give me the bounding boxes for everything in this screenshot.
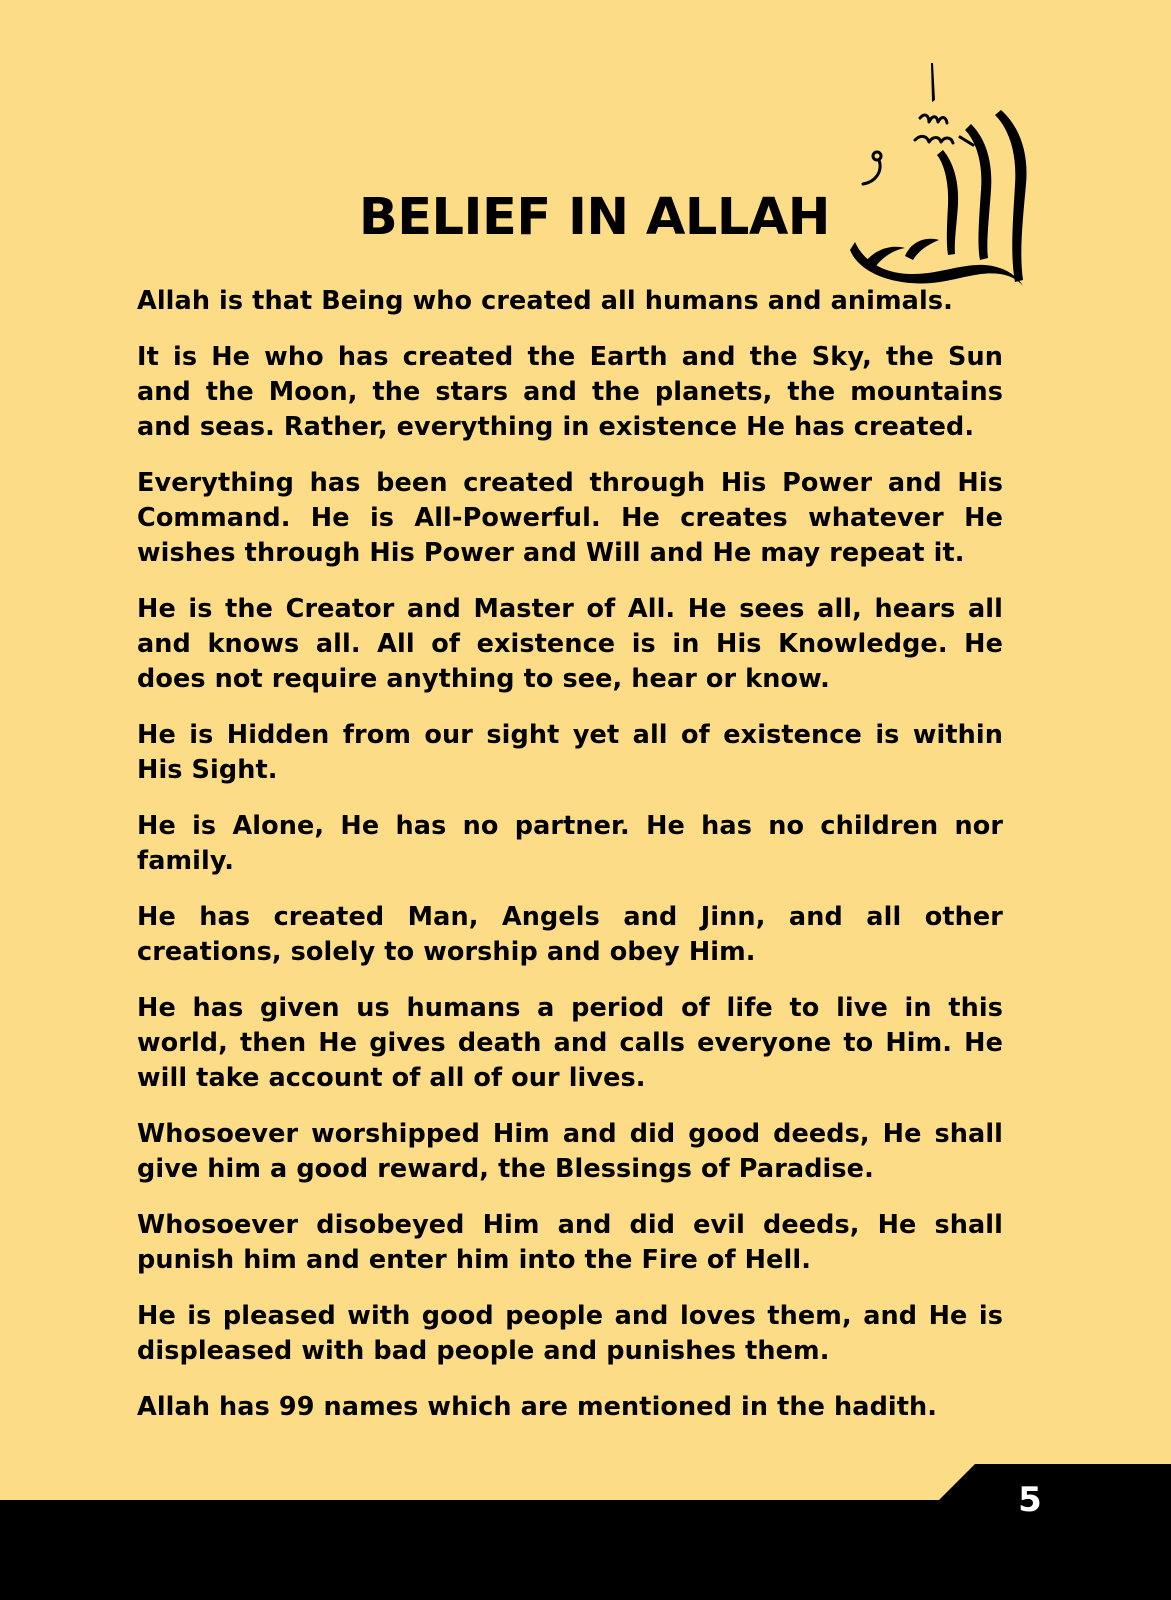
paragraph: He has created Man, Angels and Jinn, and all other creations, solely to worship and obey Him. bbox=[137, 902, 1003, 967]
footer-bar bbox=[0, 1500, 1171, 1600]
paragraph: He is Hidden from our sight yet all of existence is within His Sight. bbox=[137, 720, 1003, 785]
paragraph: Whosoever worshipped Him and did good deeds, He shall give him a good reward, the Blessings of Paradise. bbox=[137, 1119, 1003, 1184]
paragraph: Whosoever disobeyed Him and did evil deeds, He shall punish him and enter him into the Fire of Hell. bbox=[137, 1210, 1003, 1275]
page-number: 5 bbox=[1018, 1480, 1042, 1520]
paragraph: Everything has been created through His Power and His Command. He is All-Powerful. He creates whatever He wishes through His Power and Will and He may repeat it. bbox=[137, 468, 1003, 568]
body-text bbox=[137, 284, 1003, 1446]
paragraph: He is pleased with good people and loves them, and He is displeased with bad people and punishes them. bbox=[137, 1301, 1003, 1366]
allah-calligraphy-icon bbox=[845, 60, 1045, 305]
paragraph: He is Alone, He has no partner. He has no children nor family. bbox=[137, 811, 1003, 876]
paragraph: He has given us humans a period of life to live in this world, then He gives death and calls everyone to Him. He will take account of all of our lives. bbox=[137, 993, 1003, 1093]
paragraph: Allah is that Being who created all humans and animals. bbox=[137, 286, 953, 316]
paragraph: He is the Creator and Master of All. He sees all, hears all and knows all. All of existence is in His Knowledge. He does not require anything to see, hear or know. bbox=[137, 594, 1003, 694]
paragraph: Allah has 99 names which are mentioned in the hadith. bbox=[137, 1392, 938, 1422]
footer-tab bbox=[0, 1464, 1171, 1504]
page-title: BELIEF IN ALLAH bbox=[358, 188, 830, 247]
paragraph: It is He who has created the Earth and the Sky, the Sun and the Moon, the stars and the planets, the mountains and seas. Rather, everything in existence He has created. bbox=[137, 342, 1003, 442]
